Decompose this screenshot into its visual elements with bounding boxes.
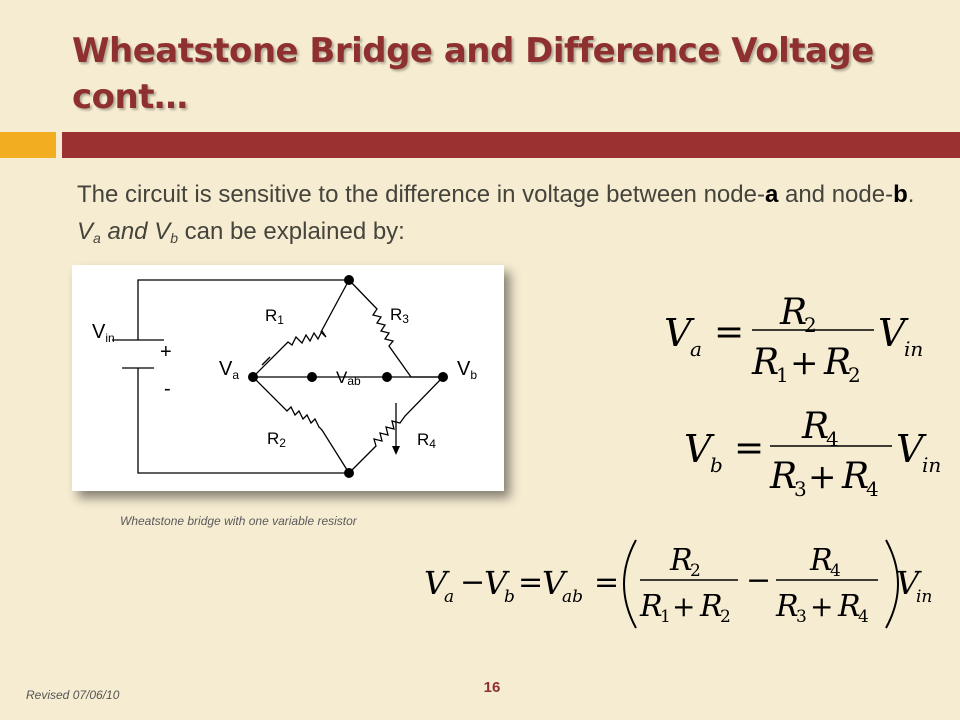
- svg-text:1: 1: [776, 363, 789, 387]
- svg-text:=: =: [734, 428, 765, 469]
- svg-text:in: in: [922, 453, 942, 477]
- svg-text:a: a: [690, 337, 702, 361]
- eq3-frac2-num: R: [810, 543, 833, 578]
- svg-text:2: 2: [848, 363, 861, 387]
- svg-text:3: 3: [796, 607, 807, 627]
- svg-text:+: +: [672, 590, 696, 623]
- r2-label: R2: [267, 429, 286, 450]
- eq2-numerator: R: [802, 406, 830, 447]
- plus-sign: +: [160, 341, 172, 363]
- svg-text:R: R: [838, 589, 861, 624]
- eq2-denominator: R: [770, 456, 798, 497]
- r1-label: R1: [265, 306, 284, 327]
- svg-text:2: 2: [690, 561, 701, 581]
- node-a-label: a: [764, 181, 779, 208]
- wheatstone-bridge-diagram: [72, 265, 504, 491]
- minus-sign: -: [164, 378, 171, 400]
- revision-footer: Revised 07/06/10: [26, 688, 120, 702]
- eq3-vab: V: [542, 564, 566, 602]
- svg-text:in: in: [904, 337, 924, 361]
- title-divider-gold: [0, 132, 56, 158]
- r4-label: R4: [417, 430, 436, 451]
- svg-text:=: =: [594, 565, 620, 600]
- svg-text:+: +: [790, 343, 819, 383]
- eq3-va: V: [424, 564, 448, 602]
- svg-text:R: R: [700, 589, 723, 624]
- svg-text:R: R: [824, 342, 852, 383]
- circuit-svg: [72, 265, 504, 491]
- eq2-lhs: V: [684, 427, 712, 471]
- body-paragraph: [77, 176, 937, 257]
- slide-title: Wheatstone Bridge and Difference Voltage cont…: [72, 31, 874, 117]
- svg-text:−: −: [460, 565, 486, 600]
- eq1-denominator: R: [752, 342, 780, 383]
- svg-text:=: =: [714, 312, 745, 353]
- svg-text:a: a: [444, 587, 455, 607]
- svg-text:4: 4: [826, 427, 839, 451]
- svg-text:=: =: [518, 565, 544, 600]
- svg-text:−: −: [746, 563, 772, 598]
- equation-vab: [424, 536, 944, 636]
- eq1-numerator: R: [780, 292, 808, 333]
- r3-label: R3: [390, 305, 409, 326]
- figure-caption: Wheatstone bridge with one variable resistor: [120, 514, 357, 528]
- eq3-frac1-num: R: [670, 543, 693, 578]
- svg-text:1: 1: [660, 607, 671, 627]
- node-b-label: b: [893, 181, 908, 208]
- body-text-part4: can be explained by:: [178, 218, 405, 245]
- eq3-rhs: V: [896, 564, 920, 602]
- eq1-lhs: V: [664, 311, 692, 355]
- va-node-label: $V_a$: [219, 358, 240, 382]
- svg-text:+: +: [808, 457, 837, 497]
- vab-label: Vab: [336, 368, 361, 388]
- svg-text:3: 3: [794, 477, 807, 501]
- svg-text:b: b: [710, 453, 723, 477]
- title-divider-red: [62, 132, 960, 158]
- eq3-vb: V: [484, 564, 508, 602]
- svg-text:in: in: [916, 587, 933, 607]
- vb-node-label: $V_b$: [457, 358, 478, 382]
- body-text-part1: The circuit is sensitive to the difference in voltage between node-: [77, 181, 765, 208]
- svg-text:4: 4: [866, 477, 879, 501]
- svg-text:b: b: [504, 587, 515, 607]
- page-number: 16: [483, 679, 501, 696]
- svg-text:+: +: [810, 590, 834, 623]
- body-text-part3: .: [907, 181, 915, 208]
- svg-text:ab: ab: [562, 587, 584, 607]
- eq3-frac1-den: R: [640, 589, 663, 624]
- equation-va: [664, 284, 954, 387]
- eq1-rhs: V: [878, 311, 906, 355]
- eq3-frac2-den: R: [776, 589, 799, 624]
- svg-text:R: R: [842, 456, 870, 497]
- body-text-part2: and node-: [778, 181, 894, 208]
- eq2-rhs: V: [896, 427, 924, 471]
- svg-text:4: 4: [858, 607, 869, 627]
- equation-vb: [684, 400, 954, 500]
- svg-text:2: 2: [720, 607, 731, 627]
- svg-text:2: 2: [804, 313, 817, 337]
- svg-text:4: 4: [830, 561, 841, 581]
- va-symbol: $V_a$ and $V_b$: [77, 218, 179, 246]
- vin-label: $V_{in}$: [92, 321, 115, 345]
